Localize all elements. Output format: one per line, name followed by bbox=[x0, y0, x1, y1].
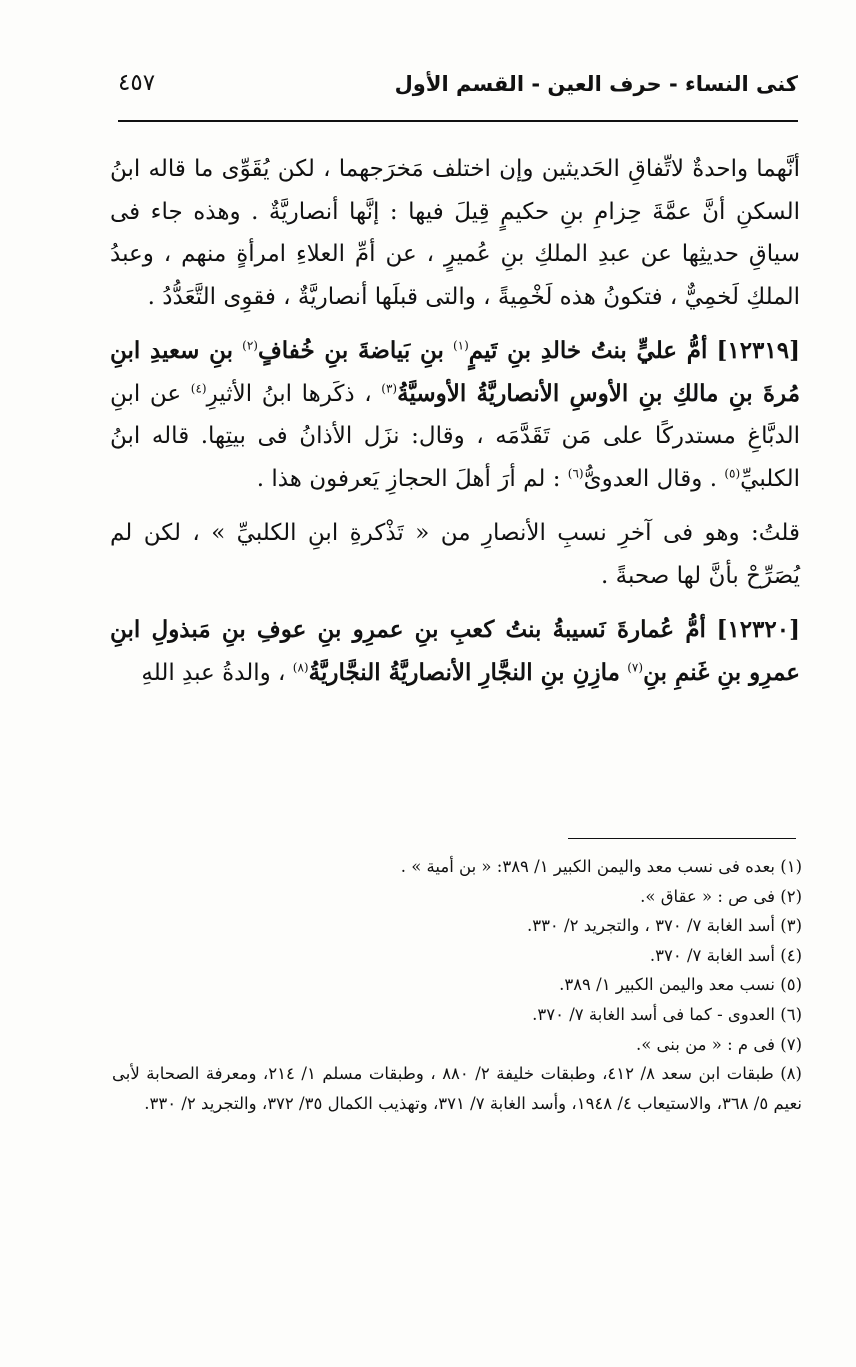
paragraph-1: أنَّهما واحدةٌ لاتِّفاقِ الحَديثين وإن اختلف مَخرَجهما ، لكن يُقَوِّى ما قاله ابنُ السكنِ أنَّ عمَّةَ حِزامِ بنِ حكيمٍ قِيلَ فيها : إنَّها أنصاريَّةٌ . وهذه جاء فى سياقِ حديثِها عن عبدِ الملكِ بنِ عُميرٍ ، عن أمِّ العلاءِ امرأةٍ منهم ، وعبدُ الملكِ لَخمِيٌّ ، فتكونُ هذه لَخْمِيةً ، والتى قبلَها أنصاريَّةٌ ، فقوِى التَّعَدُّدُ . bbox=[110, 156, 800, 310]
footnotes bbox=[112, 852, 802, 1118]
footnote-ref: (٥) bbox=[724, 465, 741, 480]
running-title: كنى النساء - حرف العين - القسم الأول bbox=[394, 72, 798, 96]
entry-text: ، والدةُ عبدِ اللهِ bbox=[141, 659, 286, 686]
main-text bbox=[110, 148, 800, 706]
footnote-4: (٤) أسد الغابة ٧/ ٣٧٠. bbox=[649, 945, 802, 965]
entry-text: : لم أرَ أهلَ الحجازِ يَعرفون هذا . bbox=[256, 465, 561, 492]
footnote-rule bbox=[568, 838, 796, 839]
footnote-7: (٧) فى م : « من بنى ». bbox=[635, 1034, 802, 1054]
footnote-ref: (٧) bbox=[627, 659, 644, 674]
paragraph-qult: قلتُ: وهو فى آخرِ نسبِ الأنصارِ من « تَذْكرةِ ابنِ الكلبيِّ » ، لكن لم يُصَرِّحْ بأنَّ لها صحبةً . bbox=[110, 520, 800, 589]
entry-heading: بنِ سعيدِ ابنِ مُرةَ بنِ مالكِ بنِ الأوسِ الأنصاريَّةُ الأوسيَّةُ bbox=[110, 337, 801, 407]
footnote-ref: (١) bbox=[452, 338, 469, 353]
page-header bbox=[118, 68, 798, 108]
footnote-1: (١) بعده فى نسب معد واليمن الكبير ١/ ٣٨٩: « بن أمية » . bbox=[400, 857, 802, 876]
entry-number: [١٢٣١٩] bbox=[716, 337, 801, 364]
footnote-ref: (٣) bbox=[381, 380, 398, 395]
entry-12320 bbox=[110, 609, 800, 694]
page-number: ٤٥٧ bbox=[118, 70, 156, 96]
entry-heading: مازِنِ بنِ النجَّارِ الأنصاريَّةُ النجَّاريَّةُ bbox=[308, 658, 620, 686]
footnote-6: (٦) العدوى - كما فى أسد الغابة ٧/ ٣٧٠. bbox=[532, 1004, 802, 1024]
entry-text: عن ابنِ الدبَّاغِ مستدركًا على مَن تَقَدَّمَه ، وقال: نزَل الأذانُ فى بيتِها. قاله ابنُ الكلبيِّ bbox=[110, 380, 800, 492]
entry-heading: أمُّ عُمارةَ نَسيبةُ بنتُ كعبِ بنِ عمرِو بنِ عوفِ بنِ مَبذولِ ابنِ عمرِو بنِ غَنمِ بنِ bbox=[110, 616, 800, 686]
footnote-ref: (٦) bbox=[567, 465, 584, 480]
footnote-3: (٣) أسد الغابة ٧/ ٣٧٠ ، والتجريد ٢/ ٣٣٠. bbox=[526, 916, 802, 936]
footnote-ref: (٤) bbox=[190, 380, 207, 395]
entry-12319 bbox=[110, 330, 800, 500]
entry-heading: بنِ بَياضةَ بنِ خُفافٍ bbox=[257, 337, 444, 364]
header-rule bbox=[118, 120, 798, 122]
footnote-8: (٨) طبقات ابن سعد ٨/ ٤١٢، وطبقات خليفة ٢/ ٨٨٠ ، وطبقات مسلم ١/ ٢١٤، ومعرفة الصحابة لأبى نعيم ٥/ ٣٦٨، والاستيعاب ٤/ ١٩٤٨، وأسد الغابة ٧/ ٣٧١، وتهذيب الكمال ٣٥/ ٣٧٢، والتجريد ٢/ ٣٣٠. bbox=[112, 1064, 802, 1113]
entry-text: ، ذكَرها ابنُ الأثيرِ bbox=[206, 380, 372, 407]
footnote-ref: (٨) bbox=[292, 659, 309, 674]
entry-number: [١٢٣٢٠] bbox=[716, 616, 801, 643]
footnote-5: (٥) نسب معد واليمن الكبير ١/ ٣٨٩. bbox=[559, 975, 802, 995]
entry-text: . وقال العدوىُّ bbox=[583, 465, 718, 492]
entry-heading: أمُّ عليٍّ بنتُ خالدِ بنِ تَيمٍ bbox=[468, 337, 708, 364]
footnote-2: (٢) فى ص : « عقاق ». bbox=[640, 886, 802, 906]
footnote-ref: (٢) bbox=[242, 338, 258, 353]
